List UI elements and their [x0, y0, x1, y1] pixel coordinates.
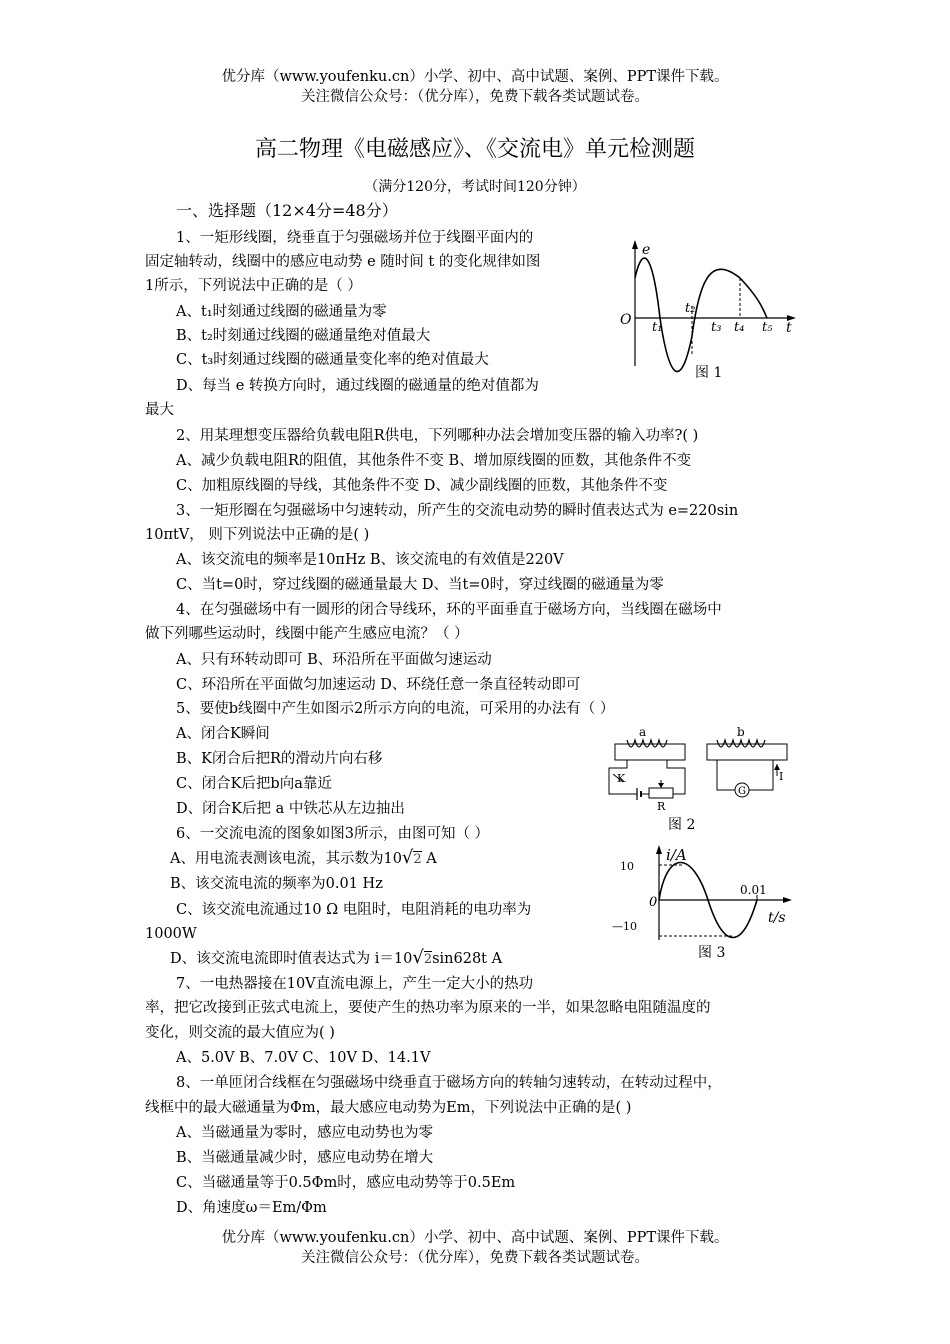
q6-option-d-sqrt: 2 — [423, 952, 433, 967]
header-line-2: 关注微信公众号：（优分库），免费下载各类试题试卷。 — [301, 89, 649, 105]
q8-option-d: D、角速度ω＝Em/Φm — [176, 1200, 327, 1216]
q6-option-d-expr: sin628t A — [432, 951, 503, 967]
q6-option-a-sqrt: 2 — [413, 852, 422, 867]
q6-option-a-text: A、用电流表测该电流，其示数为10 — [170, 851, 402, 867]
footer-line-1: 优分库（www.youfenku.cn）小学、初中、高中试题、案例、PPT课件下载。 — [221, 1230, 729, 1246]
figure-3 — [612, 840, 802, 945]
q6-option-d-text: D、该交流电流即时值表达式为 i＝10 — [170, 951, 413, 967]
q1-option-d-line-2: 最大 — [145, 402, 174, 418]
q4-options-cd: C、环沿所在平面做匀加速运动 D、环绕任意一条直径转动即可 — [176, 677, 581, 693]
fig2-b-label: b — [737, 725, 745, 739]
q7-options: A、5.0V B、7.0V C、10V D、14.1V — [176, 1050, 431, 1066]
q8-option-c: C、当磁通量等于0.5Φm时，感应电动势等于0.5Em — [176, 1175, 516, 1191]
q2-stem: 2、用某理想变压器给负载电阻R供电，下列哪种办法会增加变压器的输入功率?( ) — [176, 428, 699, 444]
q2-options-cd: C、加粗原线圈的导线，其他条件不变 D、减少副线圈的匝数，其他条件不变 — [176, 478, 668, 494]
q6-stem: 6、一交流电流的图象如图3所示，由图可知（ ） — [176, 826, 490, 842]
header-line-1: 优分库（www.youfenku.cn）小学、初中、高中试题、案例、PPT课件下载。 — [221, 69, 729, 85]
figure-2 — [605, 724, 805, 814]
q1-option-a: A、t₁时刻通过线圈的磁通量为零 — [176, 304, 387, 320]
q3-line-1: 3、一矩形圈在匀强磁场中匀速转动，所产生的交流电动势的瞬时值表达式为 e=220sin — [176, 503, 739, 519]
q3-options-ab: A、该交流电的频率是10πHz B、该交流电的有效值是220V — [176, 552, 564, 568]
fig1-t1-label: t₁ — [652, 320, 663, 335]
fig2-a-label: a — [639, 725, 647, 739]
q1-option-d-line-1: D、每当 e 转换方向时，通过线圈的磁通量的绝对值都为 — [176, 378, 539, 394]
fig1-t5-label: t₅ — [762, 320, 773, 335]
q8-option-b: B、当磁通量减少时，感应电动势在增大 — [176, 1150, 434, 1166]
q6-option-c-line-2: 1000W — [145, 926, 197, 942]
footer-line-2: 关注微信公众号：（优分库），免费下载各类试题试卷。 — [301, 1250, 649, 1266]
figure-2-caption: 图 2 — [668, 817, 696, 833]
q4-line-2: 做下列哪些运动时，线圈中能产生感应电流？（ ） — [145, 626, 469, 642]
fig1-origin-label: O — [620, 312, 632, 328]
fig1-t-label: t — [786, 320, 792, 336]
q7-line-3: 变化，则交流的最大值应为( ) — [145, 1025, 335, 1041]
q5-option-d: D、闭合K后把 a 中铁芯从左边抽出 — [176, 801, 405, 817]
page-title: 高二物理《电磁感应》、《交流电》单元检测题 — [254, 137, 695, 162]
q6-option-b: B、该交流电流的频率为0.01 Hz — [170, 876, 383, 892]
q3-line-2: 10πtV， 则下列说法中正确的是( ) — [145, 527, 370, 543]
fig2-g-label: G — [738, 786, 746, 797]
q6-option-a-unit: A — [421, 851, 437, 867]
q1-option-b: B、t₂时刻通过线圈的磁通量绝对值最大 — [176, 328, 431, 344]
q6-option-c-line-1: C、该交流电流通过10 Ω 电阻时，电阻消耗的电功率为 — [176, 902, 532, 918]
q3-options-cd: C、当t=0时，穿过线圈的磁通量最大 D、当t=0时，穿过线圈的磁通量为零 — [176, 577, 664, 593]
q1-line-3: 1所示，下列说法中正确的是（ ） — [145, 278, 362, 294]
fig3-tick-positive: 10 — [620, 860, 634, 873]
q8-line-1: 8、一单匝闭合线框在匀强磁场中绕垂直于磁场方向的转轴匀速转动，在转动过程中， — [176, 1075, 722, 1091]
fig2-k-label: K — [617, 772, 626, 785]
section-heading: 一、选择题（12×4分=48分） — [176, 201, 398, 220]
q5-option-a: A、闭合K瞬间 — [176, 726, 270, 742]
fig3-tick-negative: —10 — [612, 920, 637, 933]
q5-option-b: B、K闭合后把R的滑动片向右移 — [176, 751, 383, 767]
q5-option-c: C、闭合K后把b向a靠近 — [176, 776, 332, 792]
fig1-e-label: e — [642, 242, 651, 258]
q4-line-1: 4、在匀强磁场中有一圆形的闭合导线环，环的平面垂直于磁场方向，当线圈在磁场中 — [176, 602, 722, 618]
fig2-i-label: I — [779, 770, 784, 783]
q8-option-a: A、当磁通量为零时，感应电动势也为零 — [176, 1125, 433, 1141]
q7-line-1: 7、一电热器接在10V直流电源上，产生一定大小的热功 — [176, 976, 534, 992]
fig3-origin: 0 — [649, 895, 658, 910]
fig3-ylabel: i/A — [666, 846, 687, 864]
q6-option-a: A、用电流表测该电流，其示数为10√2 A — [170, 847, 437, 868]
q8-line-2: 线框中的最大磁通量为Φm，最大感应电动势为Em，下列说法中正确的是( ) — [145, 1100, 632, 1116]
figure-3-caption: 图 3 — [698, 945, 726, 961]
fig3-xlabel: t/s — [768, 910, 786, 926]
q2-options-ab: A、减少负载电阻R的阻值，其他条件不变 B、增加原线圈的匝数，其他条件不变 — [176, 453, 692, 469]
q5-stem: 5、要使b线圈中产生如图示2所示方向的电流，可采用的办法有（ ） — [176, 701, 615, 717]
q7-line-2: 率，把它改接到正弦式电流上，要使产生的热功率为原来的一半，如果忽略电阻随温度的 — [145, 1000, 711, 1016]
q6-option-d: D、该交流电流即时值表达式为 i＝10√2sin628t A — [170, 947, 503, 968]
q1-line-1: 1、一矩形线圈，绕垂直于匀强磁场并位于线圈平面内的 — [176, 230, 534, 246]
q4-options-ab: A、只有环转动即可 B、环沿所在平面做匀速运动 — [176, 652, 492, 668]
figure-1-caption: 图 1 — [695, 365, 723, 381]
fig3-tick-time: 0.01 — [740, 883, 767, 897]
q1-line-2: 固定轴转动，线圈中的感应电动势 e 随时间 t 的变化规律如图 — [145, 254, 541, 270]
page-subtitle: （满分120分，考试时间120分钟） — [364, 179, 586, 195]
q1-option-c: C、t₃时刻通过线圈的磁通量变化率的绝对值最大 — [176, 352, 489, 368]
fig1-t2-label: t₂ — [685, 301, 696, 316]
fig1-t3-label: t₃ — [711, 320, 722, 335]
fig2-r-label: R — [657, 800, 666, 813]
fig1-t4-label: t₄ — [734, 320, 745, 335]
